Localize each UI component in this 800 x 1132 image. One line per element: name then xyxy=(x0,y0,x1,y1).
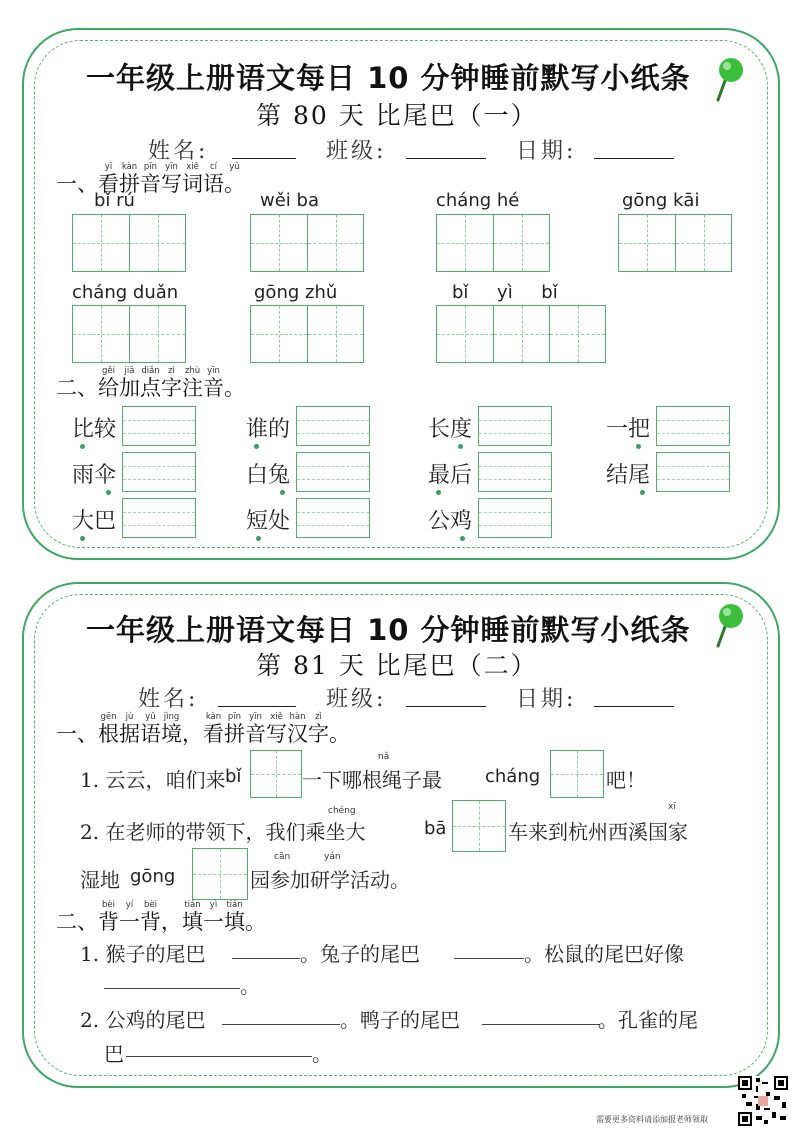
writing-grid[interactable] xyxy=(550,750,604,798)
section-number: 一、 xyxy=(56,722,98,746)
pinyin-annotation: chéng xyxy=(328,806,356,816)
sheet2-subtitle: 第 81 天 比尾巴（二） xyxy=(256,651,538,680)
section-number: 二、 xyxy=(56,910,98,934)
emphasis-dot xyxy=(80,536,85,541)
fill-1-text-b: 。兔子的尾巴 xyxy=(300,942,420,966)
pinyin-label: wěi ba xyxy=(260,190,319,211)
pinyin-answer-box[interactable] xyxy=(122,452,196,492)
emphasis-dot xyxy=(256,536,261,541)
writing-grid[interactable] xyxy=(250,750,302,798)
emphasis-dot xyxy=(636,444,641,449)
fill-2-text-e: 。 xyxy=(312,1042,332,1066)
pinyin-annotation: cān xyxy=(274,852,291,862)
emphasis-dot xyxy=(254,444,259,449)
date-line[interactable] xyxy=(594,158,674,159)
name-label: 姓名: xyxy=(148,139,209,164)
dotted-word: 谁的 xyxy=(246,417,291,442)
date-label: 日期: xyxy=(516,687,577,712)
sheet1-section1-heading: 一、 yī 看 kàn 拼 pīn 音 yīn 写 xiě 词 cí 语 yǔ 。 xyxy=(56,162,245,196)
pinyin-answer-box[interactable] xyxy=(122,406,196,446)
sheet1-title: 一年级上册语文每日 10 分钟睡前默写小纸条 xyxy=(86,61,691,95)
footer-note: 需要更多资料请添加报老师领取 xyxy=(596,1115,708,1124)
section-number: 二、 xyxy=(56,376,98,400)
writing-grid[interactable] xyxy=(72,214,186,272)
date-line[interactable] xyxy=(594,706,674,707)
sheet1-subtitle: 第 80 天 比尾巴（一） xyxy=(256,101,538,130)
emphasis-dot xyxy=(280,490,285,495)
question-3-text-b: 园参加研学活动。 xyxy=(250,868,410,892)
emphasis-dot xyxy=(436,490,441,495)
question-3-text-a: 湿地 xyxy=(80,868,120,892)
pinyin-answer-box[interactable] xyxy=(478,452,552,492)
fill-2-text-d: 巴 xyxy=(104,1042,124,1066)
pinyin-label: bǐ yì bǐ xyxy=(452,282,558,303)
class-label: 班级: xyxy=(326,687,387,712)
sheet1-section2-heading: 二、 gěi 给 jiā 加 diǎn 点 zì 字 zhù 注 yīn 音 。 xyxy=(56,366,245,400)
writing-grid[interactable] xyxy=(192,848,248,900)
writing-grid[interactable] xyxy=(72,305,186,363)
emphasis-dot xyxy=(80,444,85,449)
question-2-text-b: 车来到杭州西溪国家 xyxy=(508,820,688,844)
pinyin-answer-box[interactable] xyxy=(296,406,370,446)
dotted-word: 一把 xyxy=(606,417,651,442)
pinyin-label: cháng duǎn xyxy=(72,282,179,303)
pinyin-annotation: xī xyxy=(668,802,676,812)
pinyin-answer-box[interactable] xyxy=(296,498,370,538)
sheet2-title: 一年级上册语文每日 10 分钟睡前默写小纸条 xyxy=(86,613,691,647)
dotted-word: 大巴 xyxy=(72,509,117,534)
emphasis-dot xyxy=(460,536,465,541)
dotted-word: 短处 xyxy=(246,509,291,534)
section-number: 一、 xyxy=(56,172,98,196)
pinyin-label: gōng zhǔ xyxy=(254,282,338,303)
answer-blank[interactable] xyxy=(482,1024,600,1025)
writing-grid[interactable] xyxy=(250,305,364,363)
emphasis-dot xyxy=(458,444,463,449)
pinyin-answer-box[interactable] xyxy=(478,498,552,538)
writing-grid[interactable] xyxy=(452,800,506,852)
writing-grid[interactable] xyxy=(436,214,550,272)
answer-blank[interactable] xyxy=(126,1056,312,1057)
dotted-word: 结尾 xyxy=(606,463,651,488)
writing-grid[interactable] xyxy=(436,305,606,363)
fill-1-text-a: 1. 猴子的尾巴 xyxy=(80,942,206,966)
dotted-word: 公鸡 xyxy=(428,509,473,534)
dotted-word: 长度 xyxy=(428,417,473,442)
answer-blank[interactable] xyxy=(222,1024,340,1025)
pinyin-answer-box[interactable] xyxy=(478,406,552,446)
question-2-pinyin-1: bā xyxy=(424,818,447,839)
answer-blank[interactable] xyxy=(104,988,240,989)
pinyin-label: gōng kāi xyxy=(622,190,700,211)
dotted-word: 雨伞 xyxy=(72,463,117,488)
question-3-pinyin-1: gōng xyxy=(130,866,176,887)
date-label: 日期: xyxy=(516,139,577,164)
qr-code-icon xyxy=(738,1076,788,1126)
pinyin-answer-box[interactable] xyxy=(296,452,370,492)
question-1-text-b: 一下哪根绳子最 xyxy=(302,768,442,792)
name-label: 姓名: xyxy=(138,687,199,712)
emphasis-dot xyxy=(640,490,645,495)
answer-blank[interactable] xyxy=(454,958,524,959)
pushpin-icon xyxy=(712,600,746,652)
class-line[interactable] xyxy=(406,158,486,159)
question-2-text-a: 2. 在老师的带领下，我们乘坐大 xyxy=(80,820,366,844)
pinyin-answer-box[interactable] xyxy=(656,406,730,446)
fill-2-text-a: 2. 公鸡的尾巴 xyxy=(80,1008,206,1032)
dotted-word: 白兔 xyxy=(246,463,291,488)
name-line[interactable] xyxy=(218,706,296,707)
writing-grid[interactable] xyxy=(618,214,732,272)
sheet2-section2-heading: 二、 bèi 背 yí 一 bèi 背 ， tián 填 yì 一 tián 填 。 xyxy=(56,900,266,934)
emphasis-dot xyxy=(106,490,111,495)
dotted-word: 最后 xyxy=(428,463,473,488)
fill-1-text-c: 。松鼠的尾巴好像 xyxy=(524,942,684,966)
pinyin-annotation: yán xyxy=(324,852,341,862)
question-1-pinyin-2: cháng xyxy=(485,766,541,787)
pinyin-label: cháng hé xyxy=(436,190,520,211)
class-line[interactable] xyxy=(406,706,486,707)
pinyin-answer-box[interactable] xyxy=(656,452,730,492)
question-1-text-a: 1. 云云，咱们来 xyxy=(80,768,226,792)
pinyin-answer-box[interactable] xyxy=(122,498,196,538)
answer-blank[interactable] xyxy=(232,958,300,959)
question-1-text-c: 吧！ xyxy=(606,768,646,792)
sheet2-section1-heading: 一、 gēn 根 jù 据 yǔ 语 jìng 境 ， kàn 看 pīn 拼 yīn 音 xiě 写 hàn 汉 zì 字 。 xyxy=(56,712,350,746)
class-label: 班级: xyxy=(326,139,387,164)
dotted-word: 比较 xyxy=(72,417,117,442)
pinyin-label: bǐ rú xyxy=(94,190,135,211)
name-line[interactable] xyxy=(232,158,296,159)
pinyin-annotation: nǎ xyxy=(378,752,390,762)
writing-grid[interactable] xyxy=(250,214,364,272)
question-1-pinyin-1: bǐ xyxy=(225,766,242,787)
pushpin-icon xyxy=(712,54,746,106)
fill-1-text-d: 。 xyxy=(240,974,260,998)
fill-2-text-c: 。孔雀的尾 xyxy=(598,1008,698,1032)
fill-2-text-b: 。鸭子的尾巴 xyxy=(340,1008,460,1032)
